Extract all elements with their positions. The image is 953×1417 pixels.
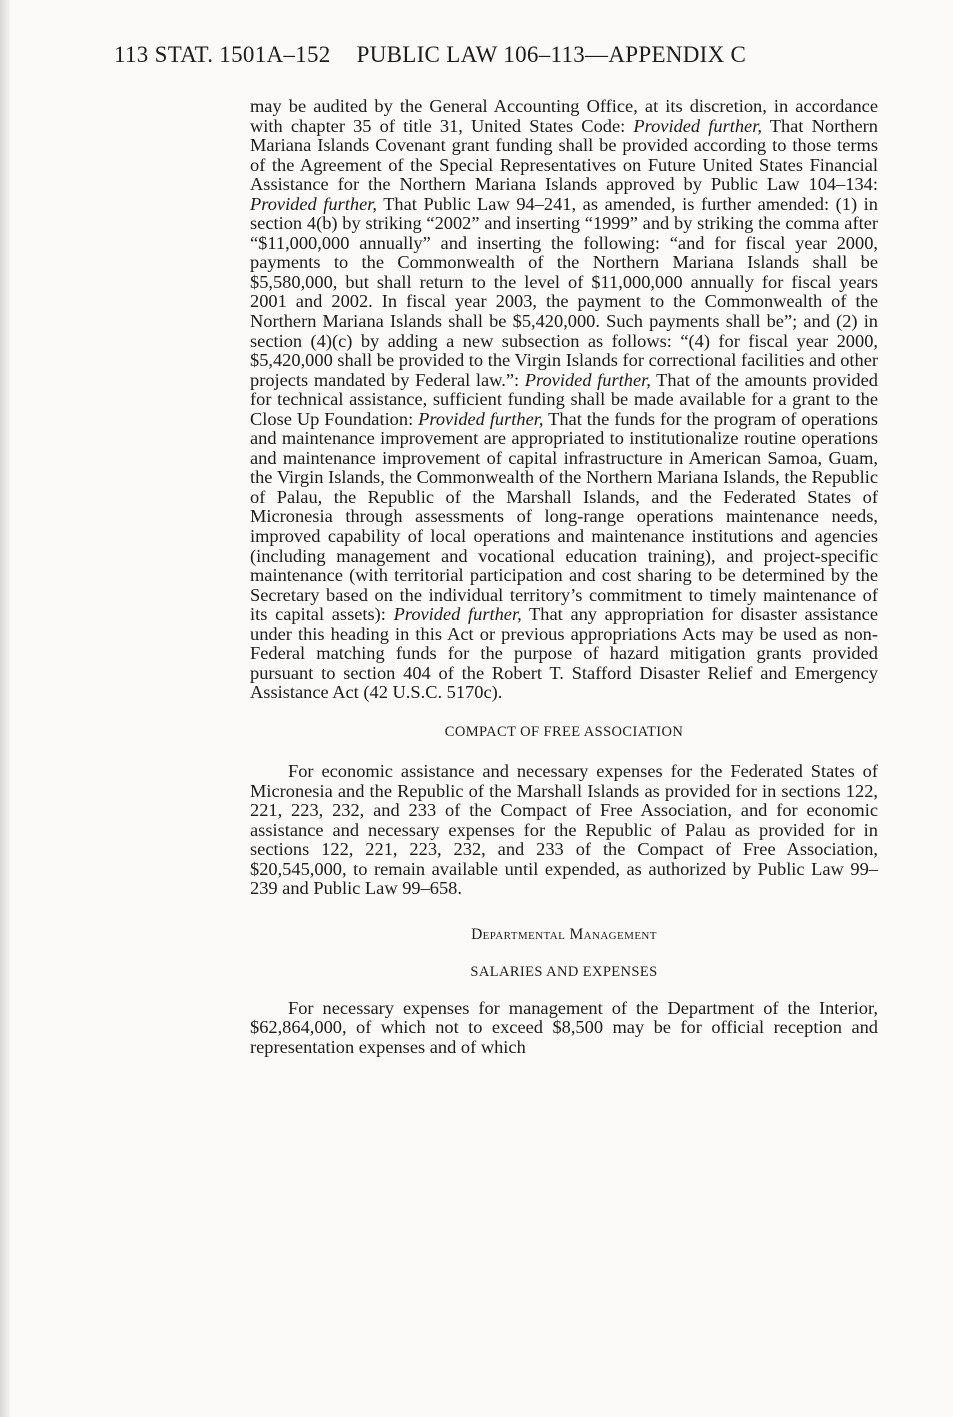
heading-text: Departmental Management [471,925,657,943]
proviso-italic: Provided further, [418,408,544,429]
proviso-italic: Provided further, [633,115,762,136]
page-header [114,42,746,68]
page-body [250,97,878,1057]
section-heading-departmental [250,926,878,944]
section-heading-salaries: SALARIES AND EXPENSES [470,963,658,980]
text-run: That the funds for the program of operations and maintenance improvement are appropriated to institutionalize routine operations and maintenance improvement of capital infrastructure in American Samoa, Guam, the Virgin Islands, the Commonwealth of the Northern Mariana Islands, the Republic of Palau, the Republic of the Marshall Islands, and the Federated States of Micronesia through assessments of long-range operations maintenance needs, improved capability of local operations and maintenance institutions and agencies (including management and vocational education training), and project-specific maintenance (with territorial participation and cost sharing to be determined by the Secretary based on the individual territory’s commitment to timely maintenance of its capital assets): [250,408,878,625]
law-title: PUBLIC LAW 106–113—APPENDIX C [356,42,747,67]
statute-citation: 113 STAT. 1501A–152 [114,42,331,67]
text-run: That any appropriation for disaster assistance under this heading in this Act or previous appropriations Acts may be used as non-Federal matching funds for the purpose of hazard mitigation grants provided pursuant to section 404 of the Robert T. Stafford Disaster Relief and Emergency Assistance Act (42 U.S.C. 5170c). [250,604,878,703]
proviso-italic: Provided further, [250,193,377,214]
text-run: That of the amounts provided for technical assistance, sufficient funding shall be made available for a grant to the Close Up Foundation: [250,369,878,429]
proviso-italic: Provided further, [393,604,522,625]
page-edge-shadow [0,0,10,1417]
paragraph-compact: For economic assistance and necessary expenses for the Federated States of Micronesia and the Republic of the Marshall Islands as provided for in sections 122, 221, 223, 232, and 233 of the Compact of Free Association, and for economic assistance and necessary expenses for the Republic of Palau as provided for in sections 122, 221, 223, 232, and 233 of the Compact of Free Association, $20,545,000, to remain available until expended, as authorized by Public Law 99–239 and Public Law 99–658. [250,760,878,899]
paragraph-continued [250,97,878,703]
paragraph-salaries: For necessary expenses for management of the Department of the Interior, $62,864,000, of which not to exceed $8,500 may be for official reception and representation expenses and of which [250,997,878,1057]
section-heading-compact: COMPACT OF FREE ASSOCIATION [444,723,684,740]
proviso-italic: Provided further, [524,369,651,390]
text-run: may be audited by the General Accounting Office, at its discretion, in accordance with chapter 35 of title 31, United States Code: [250,96,878,136]
text-run: That Public Law 94–241, as amended, is further amended: (1) in section 4(b) by striking “2002” and inserting “1999” and by striking the comma after “$11,000,000 annually” and inserting the following: “and for fiscal year 2000, payments to the Commonwealth of the Northern Mariana Islands shall be $5,580,000, but shall return to the level of $11,000,000 annually for fiscal years 2001 and 2002. In fiscal year 2003, the payment to the Commonwealth of the Northern Mariana Islands shall be $5,420,000. Such payments shall be”; and (2) in section (4)(c) by adding a new subsection as follows: “(4) for fiscal year 2000, $5,420,000 shall be provided to the Virgin Islands for correctional facilities and other projects mandated by Federal law.”: [250,193,878,390]
text-run: That Northern Mariana Islands Covenant grant funding shall be provided according to those terms of the Agreement of the Special Representatives on Future United States Financial Assistance for the Northern Mariana Islands approved by Public Law 104–134: [250,115,878,195]
